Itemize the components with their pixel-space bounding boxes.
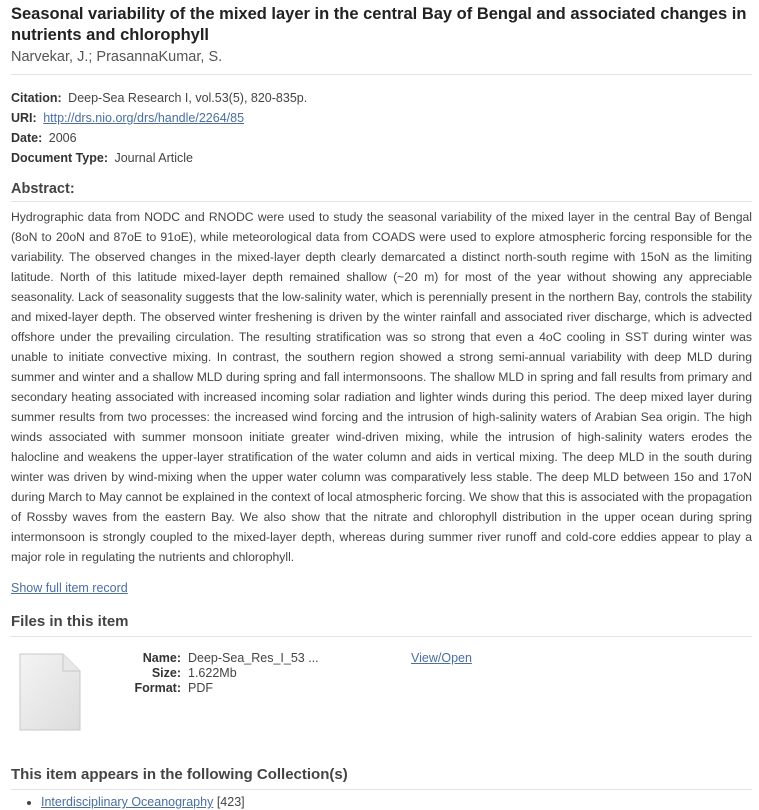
collections-list: [11, 794, 752, 810]
abstract-heading: Abstract:: [11, 181, 75, 197]
files-heading: Files in this item: [11, 613, 129, 630]
file-item: [11, 651, 752, 751]
uri-link[interactable]: http://drs.nio.org/drs/handle/2264/85: [43, 111, 245, 125]
citation-value: Deep-Sea Research I, vol.53(5), 820-835p.: [68, 91, 308, 105]
view-open-link[interactable]: View/Open: [411, 651, 472, 665]
file-format-label: Format:: [134, 681, 181, 695]
date-row: [11, 128, 752, 148]
collection-item: [41, 794, 752, 810]
citation-row: [11, 88, 752, 108]
doctype-label: Document Type:: [11, 151, 108, 165]
file-size-value: 1.622Mb: [188, 666, 237, 680]
file-format-row: [111, 681, 319, 696]
citation-label: Citation:: [11, 91, 62, 105]
collection-count: [423]: [216, 795, 245, 809]
file-name-value: Deep-Sea_Res_I_53 ...: [188, 651, 319, 665]
uri-row: [11, 108, 752, 128]
file-size-row: [111, 666, 319, 681]
divider: [11, 201, 752, 202]
date-value: 2006: [48, 131, 77, 145]
file-name-label: Name:: [142, 651, 181, 665]
collection-link[interactable]: Interdisciplinary Oceanography: [41, 795, 214, 809]
file-icon[interactable]: [19, 653, 81, 731]
show-full-record-link[interactable]: Show full item record: [11, 581, 128, 595]
divider: [11, 789, 752, 790]
item-authors: Narvekar, J.; PrasannaKumar, S.: [11, 49, 223, 65]
uri-label: URI:: [11, 111, 37, 125]
date-label: Date:: [11, 131, 43, 145]
item-metadata: [11, 88, 752, 168]
doctype-value: Journal Article: [114, 151, 193, 165]
item-title: Seasonal variability of the mixed layer in the central Bay of Bengal and associated changes in nutrients and chlorophyll: [11, 5, 747, 44]
file-name-row: [111, 651, 319, 666]
divider: [11, 636, 752, 637]
divider: [11, 74, 752, 75]
doctype-row: [11, 148, 752, 168]
file-size-label: Size:: [151, 666, 181, 680]
item-page: [11, 0, 752, 810]
file-metadata: [111, 651, 319, 696]
collections-heading: This item appears in the following Collection(s): [11, 766, 348, 783]
file-format-value: PDF: [188, 681, 213, 695]
abstract-text: Hydrographic data from NODC and RNODC were used to study the seasonal variability of the mixed layer in the central Bay of Bengal (8oN to 20oN and 87oE to 91oE), while meteorological data from COADS were used to explore atmospheric forcing responsible for the variability. The observed changes in the mixed-layer depth clearly demarcated a distinct north-south regime with 15oN as the limiting latitude. North of this latitude mixed-layer depth remained shallow (~20 m) for most of the year without showing any appreciable seasonality. Lack of seasonality suggests that the low-salinity water, which is perennially present in the northern Bay, controls the stability and mixed-layer depth. The observed winter freshening is driven by the winter rainfall and associated river discharge, which is advected offshore under the prevailing circulation. The resulting stratification was so strong that even a 4oC cooling in SST during winter was unable to initiate convective mixing. In contrast, the southern region showed a strong semi-annual variability with deep MLD during summer and winter and a shallow MLD during spring and fall intermonsoons. The shallow MLD in spring and fall results from primary and secondary heating associated with increased incoming solar radiation and lighter winds during this period. The deep mixed layer during summer results from two processes: the increased wind forcing and the intrusion of high-salinity waters of Arabian Sea origin. The high winds associated with summer monsoon initiate greater wind-driven mixing, while the intrusion of high-salinity waters erodes the halocline and weakens the upper-layer stratification of the water column and aids in vertical mixing. The deep MLD in the south during winter was driven by wind-mixing when the upper water column was comparatively less stable. The deep MLD between 15o and 17oN during March to May cannot be explained in the context of local atmospheric forcing. We show that this is associated with the propagation of Rossby waves from the eastern Bay. We also show that the nitrate and chlorophyll distribution in the upper ocean during spring intermonsoon is strongly coupled to the mixed-layer depth, whereas during summer river runoff and cold-core eddies appear to play a major role in regulating the nutrients and chlorophyll.: [11, 210, 752, 564]
